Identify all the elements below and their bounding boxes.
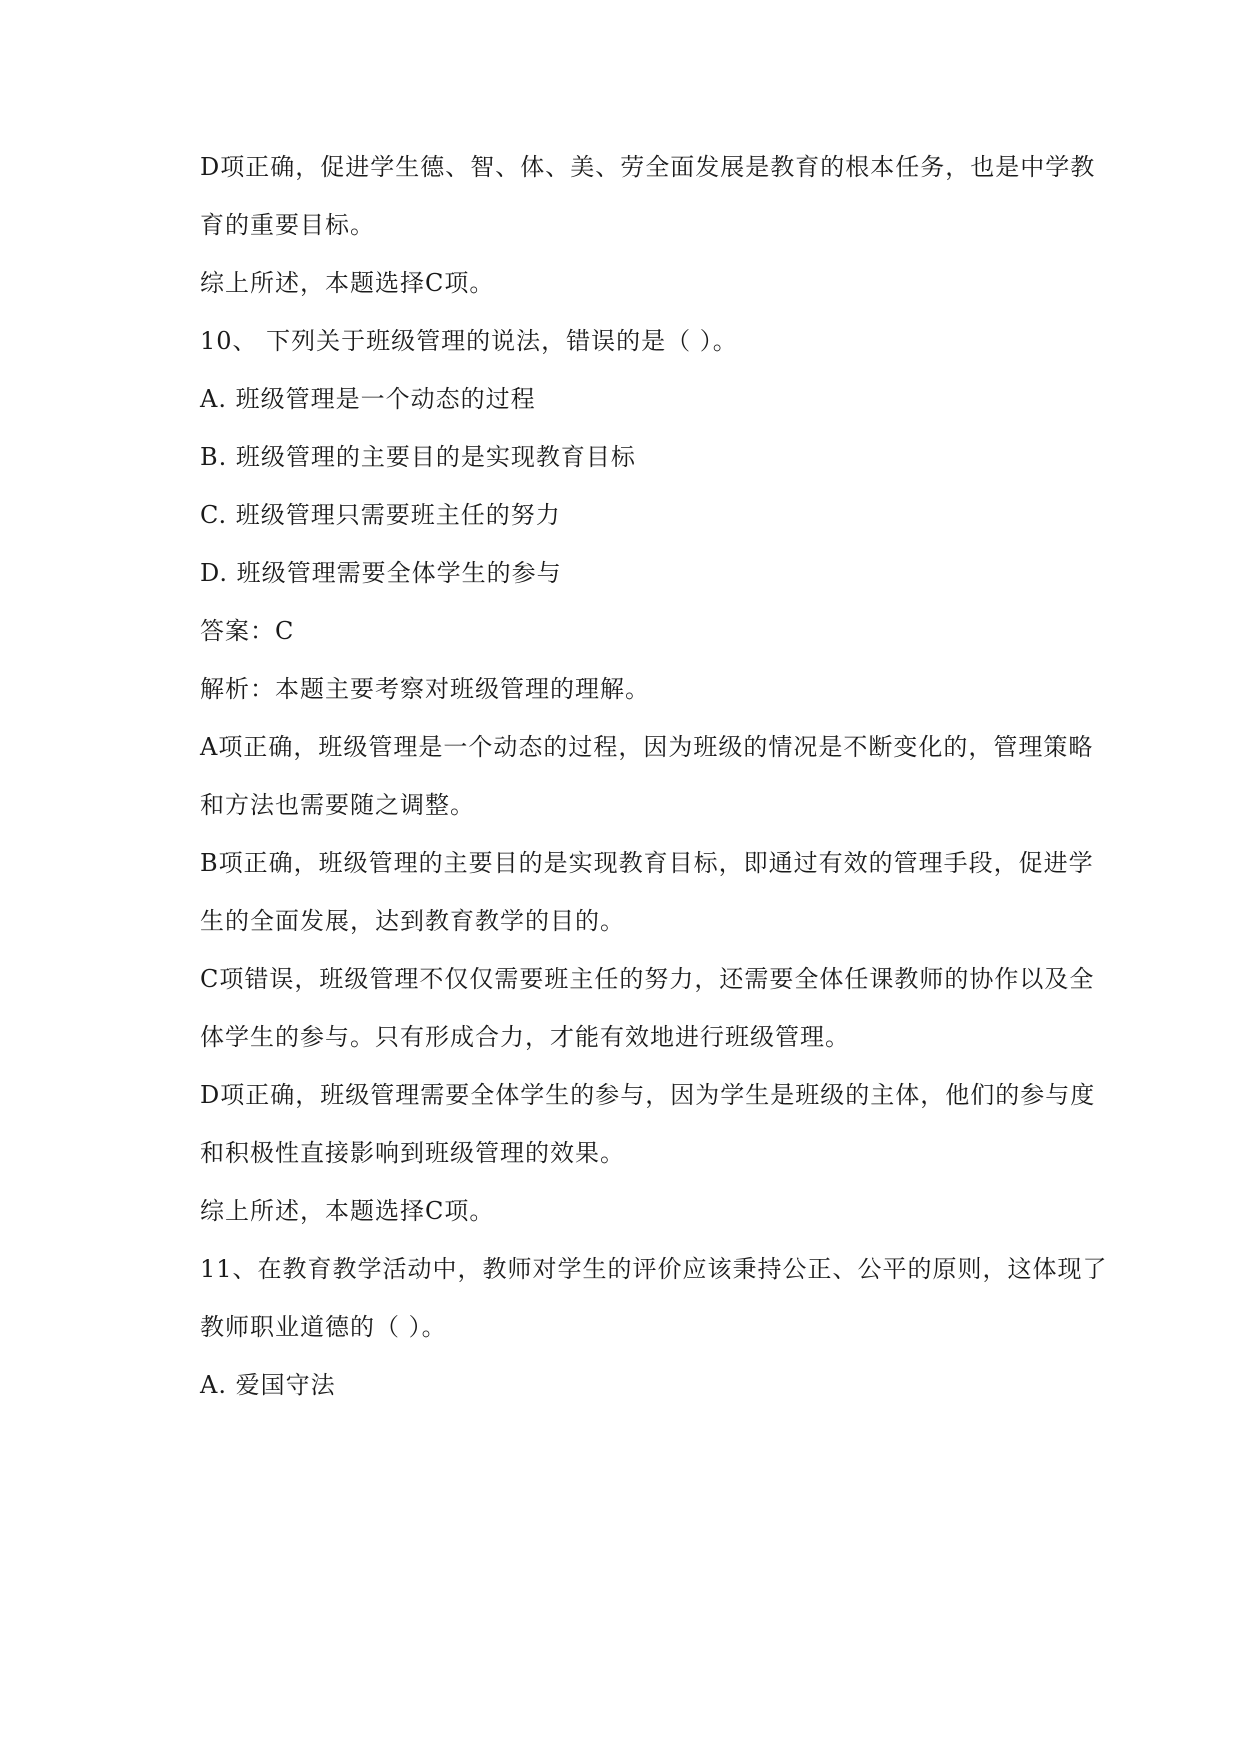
paragraph-line: 生的全面发展，达到教育教学的目的。	[200, 907, 625, 935]
question-stem: 11、在教育教学活动中，教师对学生的评价应该秉持公正、公平的原则，这体现了	[200, 1255, 1108, 1283]
analysis-heading: 解析：本题主要考察对班级管理的理解。	[200, 675, 650, 703]
question-stem: 10、 下列关于班级管理的说法，错误的是（ ）。	[200, 327, 738, 355]
option-c: C. 班级管理只需要班主任的努力	[200, 501, 561, 529]
paragraph-line: 综上所述，本题选择C项。	[200, 1197, 495, 1225]
paragraph-line: A项正确，班级管理是一个动态的过程，因为班级的情况是不断变化的，管理策略	[200, 733, 1094, 761]
paragraph-line: B项正确，班级管理的主要目的是实现教育目标，即通过有效的管理手段，促进学	[200, 849, 1094, 877]
paragraph-line: 体学生的参与。只有形成合力，才能有效地进行班级管理。	[200, 1023, 850, 1051]
paragraph-line: 育的重要目标。	[200, 211, 375, 239]
answer-line: 答案：C	[200, 617, 295, 645]
paragraph-line: C项错误，班级管理不仅仅需要班主任的努力，还需要全体任课教师的协作以及全	[200, 965, 1095, 993]
paragraph-line: D项正确，班级管理需要全体学生的参与，因为学生是班级的主体，他们的参与度	[200, 1081, 1096, 1109]
option-d: D. 班级管理需要全体学生的参与	[200, 559, 562, 587]
option-a: A. 班级管理是一个动态的过程	[200, 385, 536, 413]
paragraph-line: 和方法也需要随之调整。	[200, 791, 475, 819]
paragraph-line: 和积极性直接影响到班级管理的效果。	[200, 1139, 625, 1167]
option-b: B. 班级管理的主要目的是实现教育目标	[200, 443, 636, 471]
option-a: A. 爱国守法	[200, 1371, 336, 1399]
paragraph-line: 综上所述，本题选择C项。	[200, 269, 495, 297]
question-stem-continued: 教师职业道德的（ ）。	[200, 1313, 447, 1341]
paragraph-line: D项正确，促进学生德、智、体、美、劳全面发展是教育的根本任务，也是中学教	[200, 153, 1096, 181]
